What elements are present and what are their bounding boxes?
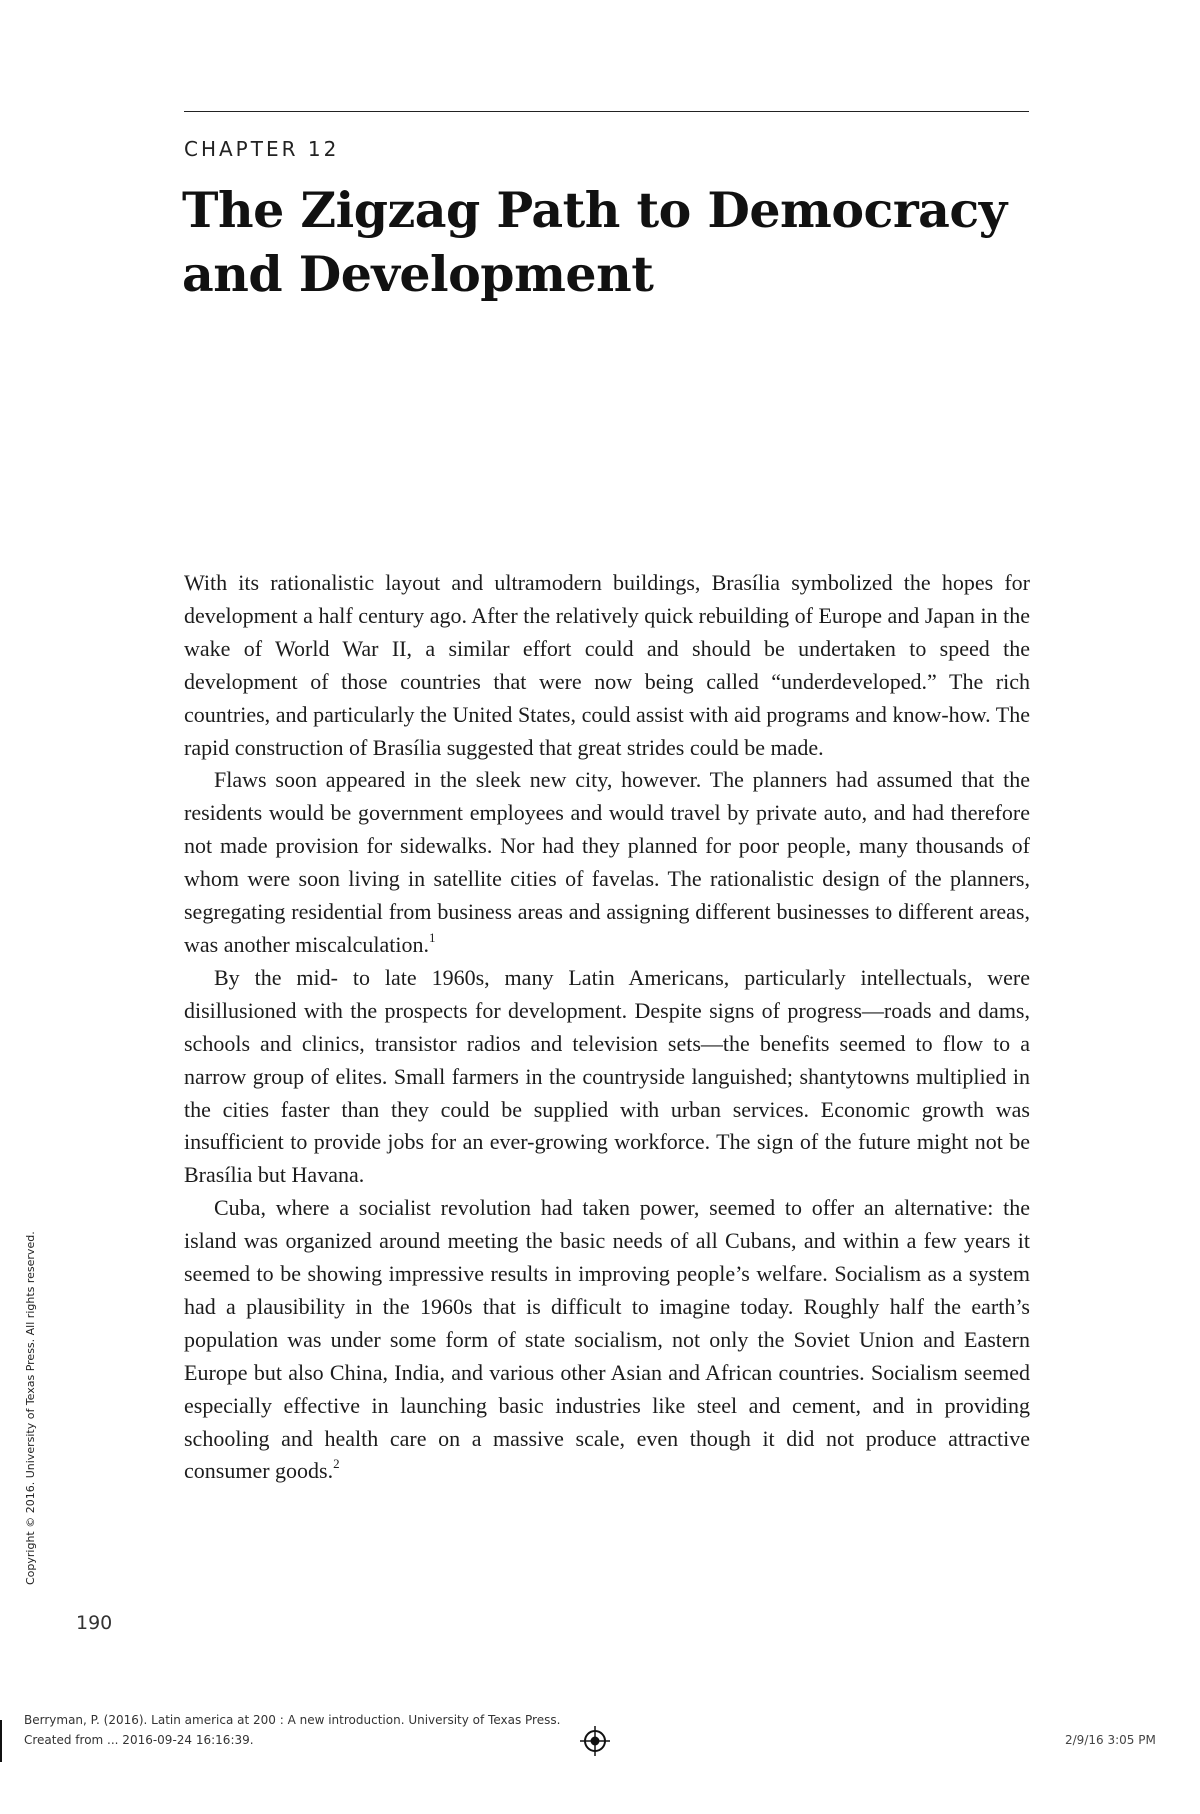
paragraph-3-text: By the mid- to late 1960s, many Latin Americans, particularly intellectuals, were disillusioned with the prospects for development. Despite signs of progress—roads and dams, schools and clinics, transistor radios and television sets—the benefits seemed to flow to a narrow group of elites. Small farmers in the countryside languished; shantytowns multiplied in the cities faster than they could be supplied with urban services. Economic growth was insufficient to provide jobs for an ever-growing workforce. The sign of the future might not be Brasília but Havana. [184, 964, 1030, 1188]
copyright-notice: Copyright © 2016. University of Texas Press. All rights reserved. [24, 1231, 37, 1585]
paragraph-2-text: Flaws soon appeared in the sleek new city, however. The planners had assumed that the residents would be government employees and would travel by private auto, and had therefore not made provision for sidewalks. Nor had they planned for poor people, many thousands of whom were soon living in satellite cities of favelas. The rationalistic design of the planners, segregating residential from business areas and assigning different businesses to different areas, was another miscalculation. [184, 767, 1030, 957]
chapter-label: CHAPTER 12 [184, 137, 340, 161]
citation-line: Berryman, P. (2016). Latin america at 200 : A new introduction. University of Texas Press. [24, 1713, 561, 1727]
print-timestamp: 2/9/16 3:05 PM [1065, 1733, 1156, 1747]
footnote-ref-1[interactable]: 1 [428, 929, 436, 945]
registration-target-icon [580, 1726, 610, 1756]
paragraph-4-text: Cuba, where a socialist revolution had taken power, seemed to offer an alternative: the island was organized around meeting the basic needs of all Cubans, and within a few years it seemed to be showing impressive results in improving people’s welfare. Socialism as a system had a plausibility in the 1960s that is difficult to imagine today. Roughly half the earth’s population was under some form of state socialism, not only the Soviet Union and Eastern Europe but also China, India, and various other Asian and African countries. Socialism seemed especially effective in launching basic industries like steel and cement, and in providing schooling and health care on a massive scale, even though it did not produce attractive consumer goods. [184, 1195, 1030, 1484]
paragraph-4 [184, 1192, 1030, 1488]
body-text [184, 567, 1030, 1488]
footnote-ref-2[interactable]: 2 [333, 1456, 340, 1472]
paragraph-3 [184, 962, 1030, 1192]
page-number: 190 [76, 1612, 113, 1634]
paragraph-2 [184, 764, 1030, 961]
created-line: Created from ... 2016-09-24 16:16:39. [24, 1733, 254, 1747]
top-rule [184, 111, 1029, 112]
paragraph-1 [184, 567, 1030, 764]
chapter-title: The Zigzag Path to Democracy and Development [182, 181, 1007, 303]
paragraph-1-text: With its rationalistic layout and ultramodern buildings, Brasília symbolized the hopes for development a half century ago. After the relatively quick rebuilding of Europe and Japan in the wake of World War II, a similar effort could and should be undertaken to speed the development of those countries that were now being called “underdeveloped.” The rich countries, and particularly the United States, could assist with aid programs and know-how. The rapid construction of Brasília suggested that great strides could be made. [184, 570, 1030, 760]
margin-bar [0, 1720, 2, 1762]
